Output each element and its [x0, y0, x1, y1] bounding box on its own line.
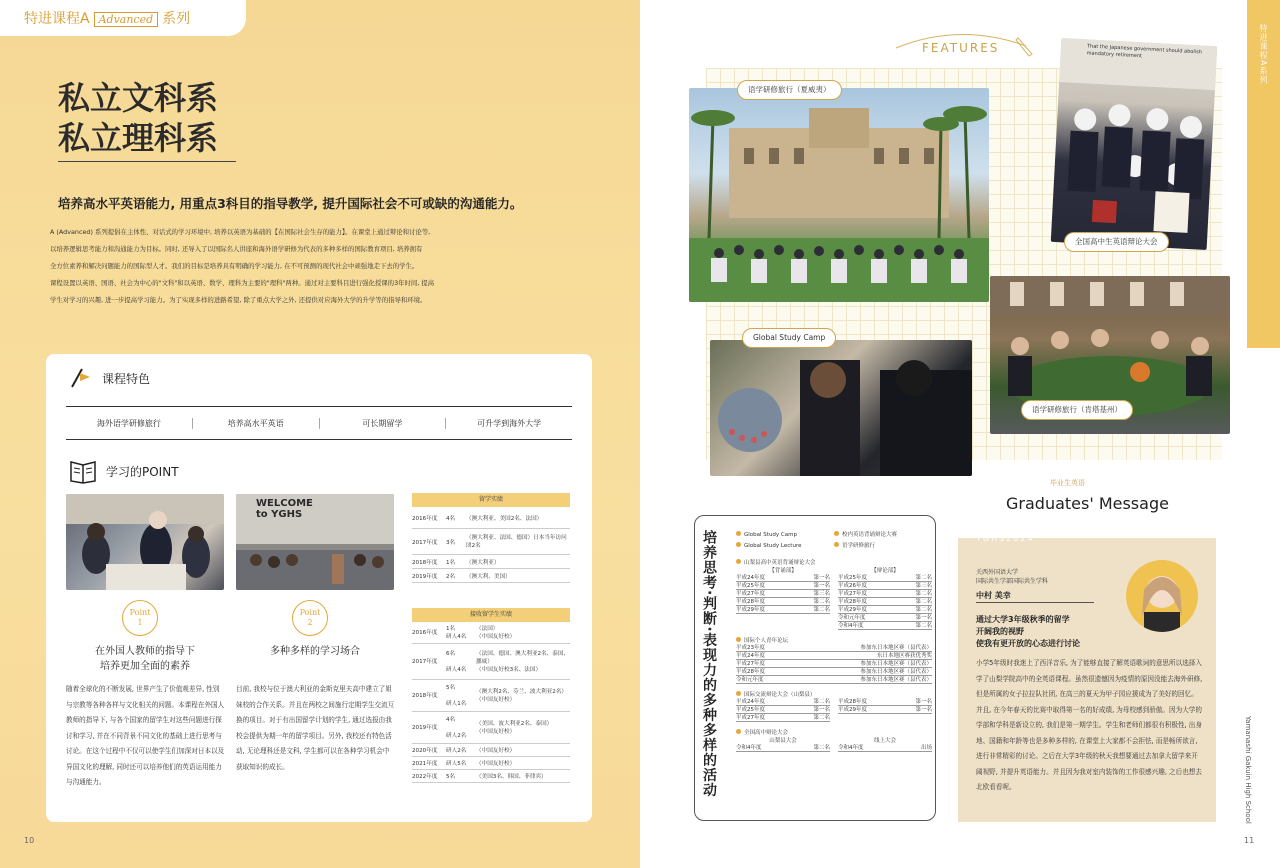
debate-group-illustration — [1051, 38, 1217, 250]
camp-illustration — [710, 340, 972, 476]
point-1-title — [66, 644, 224, 674]
page-number-left: 10 — [24, 836, 35, 845]
contest-4-title: 全国高中辩论大会 — [736, 728, 932, 736]
row-year: 2017年度 — [412, 539, 438, 546]
row-year: 2020年度 — [412, 748, 438, 754]
hawaii-building-illustration — [689, 88, 989, 302]
table-row: 平成28年度 第一名 — [838, 699, 932, 705]
row-detail: （澳大利亚） — [466, 559, 500, 566]
label-kentucky-trip: 语学研修旅行（肯塔基州） — [1021, 400, 1133, 420]
intro-line-5: 学生对学习的兴趣, 进一步提高学习能力。为了实现多样的进路希望, 除了重点大学之外, 还提供对应海外大学的升学等的指导和环境。 — [50, 296, 427, 304]
book-icon — [68, 458, 98, 484]
bullet-dot-icon — [736, 559, 741, 564]
message-body: 小学5年级时我迷上了西洋音乐, 为了能够直接了解英语歌词的意思所以选择入学了山梨学院高中的全英语课程。虽然很遗憾因为疫情的原因没能去海外研修, 但是所属的女子拉拉队社团, 在高三的夏天为甲子园应援成为了美好的回忆。并且, 在今年春天的比赛中取得第一名的好成绩, 为母校感到骄傲。因为大学的学部和学科是新设立的, 我们是第一期学生。学生和老师们都很有积极性, 出身地、国籍和年龄等也是多种多样的, 在课堂上大家都不会拒怯, 而是畅所欲言, 进行非常精彩的讨论。之后在大学3年级的秋天我想要通过去加拿大留学来开阔视野, 并提升英语能力。并且因为我对室内装饰的工作很感兴趣, 之后也想去北欧看看呢。 — [976, 659, 1203, 791]
table-row — [412, 622, 570, 644]
bullet-dot-icon — [736, 531, 741, 536]
series-tag — [0, 0, 246, 36]
table-row: 令和4年度 第二名 — [736, 745, 830, 751]
contest-1-sub-right: 【辩论部】 — [871, 568, 899, 574]
point-1-badge-label: Point — [129, 608, 151, 617]
series-side-tab: 特进课程A系列 — [1247, 0, 1280, 348]
headline-line1: 通过大学3年级秋季的留学 — [976, 615, 1070, 624]
point-1-badge-num: 1 — [137, 618, 143, 627]
contest-4 — [736, 728, 932, 752]
hawaii-trip-photo — [689, 88, 989, 302]
table-row: 平成26年度 第三名 — [838, 583, 932, 589]
table-row: 平成27年度 第二名 — [838, 591, 932, 597]
graduates-title: Graduates' Message — [1006, 494, 1169, 513]
table-row — [412, 507, 570, 529]
table-row: 平成28年度 参加东日本地区赛（县代表） — [736, 669, 932, 675]
label-debate-contest: 全国高中生英语辩论大会 — [1064, 232, 1169, 252]
activity-bullet: Global Study Lecture — [736, 541, 834, 552]
table-row: 平成25年度 第一名 — [736, 583, 830, 589]
table-row — [412, 712, 570, 744]
point-2-badge-label: Point — [299, 608, 321, 617]
bullet-dot-icon — [736, 542, 741, 547]
contest-1 — [736, 558, 932, 630]
table-row — [412, 644, 570, 680]
point-1-title-line1: 在外国人教师的指导下 — [95, 646, 195, 657]
point-2-badge-num: 2 — [307, 618, 313, 627]
bullet-dot-icon — [736, 637, 741, 642]
label-hawaii-trip: 语学研修旅行（夏威夷） — [737, 80, 842, 100]
row-year: 2016年度 — [412, 629, 438, 636]
affiliation-line2: 国际共生学部国际共生学科 — [976, 578, 1049, 585]
table-row: 平成27年度 第三名 — [736, 591, 830, 597]
row-detail: （美国、波大利亚2名、泰国） （中国友好校） — [476, 720, 553, 735]
table-row: 令和元年度 参加东日本地区赛（县代表） — [736, 677, 932, 683]
row-num: 5名 研人1名 — [446, 684, 467, 707]
name-divider — [976, 602, 1094, 603]
point-title: 学习的POINT — [106, 464, 179, 479]
title-divider — [58, 161, 236, 162]
activity-bullet: 语学研修旅行 — [834, 541, 932, 552]
row-num: 1名 — [446, 559, 456, 566]
lead-text: 培养高水平英语能力, 用重点3科目的指导教学, 提升国际社会不可或缺的沟通能力。 — [58, 196, 523, 211]
welcome-event-photo — [236, 494, 394, 590]
row-year: 2021年度 — [412, 761, 438, 767]
graduate-message-box — [958, 534, 1216, 822]
label-global-study-camp: Global Study Camp — [742, 328, 836, 348]
table-row: 平成24年度 第二名 — [736, 699, 830, 705]
table-row: 平成28年度 第二名 — [736, 599, 830, 605]
headline-line2: 开阔我的视野 — [976, 627, 1024, 636]
feature-item: 可长期留学 — [319, 418, 446, 429]
row-num: 6名 研人4名 — [446, 650, 467, 673]
row-detail: （澳大利亚、法国、德国）日本当年访问团2名 — [466, 534, 567, 549]
table-row — [412, 569, 570, 583]
page-title-line2: 私立理科系 — [58, 119, 219, 157]
series-tag-suffix: 系列 — [162, 11, 191, 27]
row-year: 2022年度 — [412, 774, 438, 780]
row-num: 2名 — [446, 573, 456, 580]
row-year: 2017年度 — [412, 658, 438, 665]
series-tag-advanced: Advanced — [94, 12, 159, 27]
bullet-dot-icon — [736, 691, 741, 696]
point-1-title-line2: 培养更加全面的素养 — [100, 661, 190, 672]
classroom-illustration — [66, 494, 224, 590]
graduate-portrait-illustration — [1126, 560, 1198, 632]
row-num: 5名 — [446, 774, 456, 780]
debate-contest-photo — [1051, 38, 1217, 250]
global-study-camp-photo — [710, 340, 972, 476]
activity-bullet: 校内英语背诵辩论大赛 — [834, 530, 932, 541]
table-row: 平成27年度 参加东日本地区赛（县代表） — [736, 661, 932, 667]
table-row: 平成28年度 第二名 — [838, 599, 932, 605]
row-year: 2019年度 — [412, 724, 438, 731]
row-detail: （澳大利亚、美国2名、法国） — [466, 515, 543, 522]
page-title — [58, 78, 218, 158]
contest-1-sub-left: 【背诵部】 — [769, 568, 797, 574]
features-title: 课程特色 — [102, 371, 151, 386]
feature-item: 培养高水平英语 — [192, 418, 319, 429]
row-year: 2018年度 — [412, 692, 438, 699]
features-label: FEATURES — [922, 41, 1000, 55]
message-tag: YGHS2024 — [976, 534, 1035, 543]
graduates-small-label: 毕业生英语 — [1050, 479, 1085, 487]
features-list — [66, 406, 572, 440]
table-row — [412, 757, 570, 770]
slash-flag-icon — [68, 367, 94, 389]
contest-2 — [736, 636, 932, 684]
teacher-class-photo — [66, 494, 224, 590]
row-num: 3名 — [446, 539, 456, 546]
host-header: 接收留学生实绩 — [412, 608, 570, 622]
graduate-avatar — [1126, 560, 1198, 632]
row-detail: （美国3名、韩国、菲律宾） — [476, 774, 547, 780]
contest-1-title: 山梨县高中英语背诵辩论大会 — [736, 558, 932, 566]
table-row — [412, 744, 570, 757]
table-row: 平成27年度 第二名 — [736, 715, 830, 721]
table-row: 平成29年度 第二名 — [736, 607, 830, 613]
headline-line3: 使我有更开放的心态进行讨论 — [976, 639, 1080, 648]
row-num: 研人5名 — [446, 761, 467, 767]
contest-4-col2: 线上大会 — [873, 738, 896, 744]
table-row: 平成25年度 第二名 — [838, 575, 932, 581]
table-row: 令和元年度 第一名 — [838, 615, 932, 621]
row-detail: （澳大利2名、芬兰、波大利亚2名） （中国友好校） — [476, 688, 568, 703]
study-abroad-header: 留学实绩 — [412, 493, 570, 507]
graduate-name: 中村 美幸 — [976, 591, 1011, 600]
series-tag-main: 特进课程A — [24, 11, 90, 27]
content-card — [46, 354, 592, 822]
point-2-title: 多种多样的学习场合 — [270, 646, 360, 657]
table-row: 平成29年度 第一名 — [838, 707, 932, 713]
activity-bullet: Global Study Camp — [736, 530, 834, 541]
table-row — [412, 555, 570, 569]
page-title-line1: 私立文科系 — [58, 79, 219, 117]
point-2-body: 目前, 我校与位于澳大利亚的金斯克里夫高中建立了姐妹校的合作关系。并且在两校之间施行定期学生交流互换的项目。对于有出国留学计划的学生, 通过选报由我校会提供为期一年的留学项目。另外, 我校还有特色活动, 无论理科还是文科, 学生都可以在各种学习机会中获取知识的成长。 — [236, 685, 395, 771]
message-headline — [976, 614, 1080, 650]
row-detail: （法国、德国、澳大利亚2名、泰国、挪威） （中国友好校3名、法国） — [476, 650, 570, 673]
row-detail: （法国） （中国友好校） — [476, 625, 516, 640]
bullet-dot-icon — [736, 729, 741, 734]
row-num: 4名 — [446, 515, 456, 522]
table-row: 平成25年度 第一名 — [736, 707, 830, 713]
point-2-badge — [292, 600, 328, 636]
graduate-affiliation — [976, 568, 1048, 586]
table-row: 令和4年度 出场 — [838, 745, 932, 751]
table-row: 平成24年度 第一名 — [736, 575, 830, 581]
feature-item: 可升学到海外大学 — [445, 418, 572, 429]
contest-3-title: 国际交流辩论大会（山梨县） — [736, 690, 932, 698]
table-row — [412, 770, 570, 783]
row-detail: （澳大利、美国） — [466, 573, 511, 580]
table-row — [412, 680, 570, 712]
row-num: 研人2名 — [446, 748, 467, 754]
affiliation-line1: 关西外国语大学 — [976, 569, 1019, 576]
intro-line-3: 全方位素养和解决问题能力的国际型人才。我们的目标是培养具有明确的学习能力, 在不可预测的现代社会中顽强地走下去的学生。 — [50, 262, 419, 270]
row-num: 1名 研人4名 — [446, 625, 467, 640]
debate-banner-text: That the Japanese government should abolish mandatory retirement — [1086, 43, 1203, 60]
point-heading — [68, 458, 179, 484]
table-row: 令和4年度 第二名 — [838, 623, 932, 629]
row-year: 2018年度 — [412, 559, 438, 566]
intro-line-2: 以培养逻辑思考能力和沟通能力为目标。同时, 还导入了以国际名人讲座和海外语学研修为代表的多种多样的国际教育项目, 培养拥有 — [50, 245, 423, 253]
table-row: 平成24年度 东日本地区赛获优秀奖 — [736, 653, 932, 659]
point-1-badge — [122, 600, 158, 636]
table-row: 平成29年度 第二名 — [838, 607, 932, 613]
row-detail: （中国友好校） — [476, 748, 516, 754]
bullet-dot-icon — [834, 542, 839, 547]
intro-line-4: 课程设置以英语、国语、社会为中心的"文科"和以英语、数学、理科为主要的"理科"两种。通过对主要科目进行强化授课的3年时间, 提高 — [50, 279, 435, 287]
contest-3 — [736, 690, 932, 722]
row-num: 4名 研人2名 — [446, 716, 467, 739]
features-heading — [68, 367, 150, 389]
activities-content — [736, 530, 932, 752]
row-detail: （中国友好校） — [476, 761, 516, 767]
study-abroad-table — [412, 493, 570, 583]
contest-4-col1: 山梨县大会 — [769, 738, 797, 744]
contest-2-title: 国际个人青年论坛 — [736, 636, 932, 644]
school-name-vertical: Yamanashi Gakuin High School — [1244, 716, 1252, 824]
row-year: 2016年度 — [412, 515, 438, 522]
page-number-right: 11 — [1244, 836, 1255, 845]
point-1-body: 随着全球化的不断发展, 世界产生了价值观差异, 性别与宗教等各种各样与文化相关的问题。本课程在外国人教师的指导下, 与各个国家的留学生对这些问题进行探讨和学习, 并在不同背景不同文化的基础上进行思考与讨论。在这个过程中不仅可以使学生们加深对日本以及异国文化的理解, 同时还可以培养他们的英语运用能力与沟通能力。 — [66, 685, 225, 786]
table-row: 平成23年度 参加东日本地区赛（县代表） — [736, 645, 932, 651]
bullet-dot-icon — [834, 531, 839, 536]
activities-vertical-title: 培养思考·判断·表现力的多种多样的活动 — [701, 530, 717, 798]
intro-line-1: A (Advanced) 系列提倡在主体性、对话式的学习环境中, 培养以英语为基础的【在国际社会生存的能力】。在课堂上通过辩论和讨论等, — [50, 228, 431, 236]
table-row — [412, 529, 570, 555]
feature-item: 海外语学研修旅行 — [96, 418, 161, 428]
welcome-sign-text: WELCOME to YGHS — [256, 498, 313, 520]
host-students-table — [412, 608, 570, 783]
row-year: 2019年度 — [412, 573, 438, 580]
